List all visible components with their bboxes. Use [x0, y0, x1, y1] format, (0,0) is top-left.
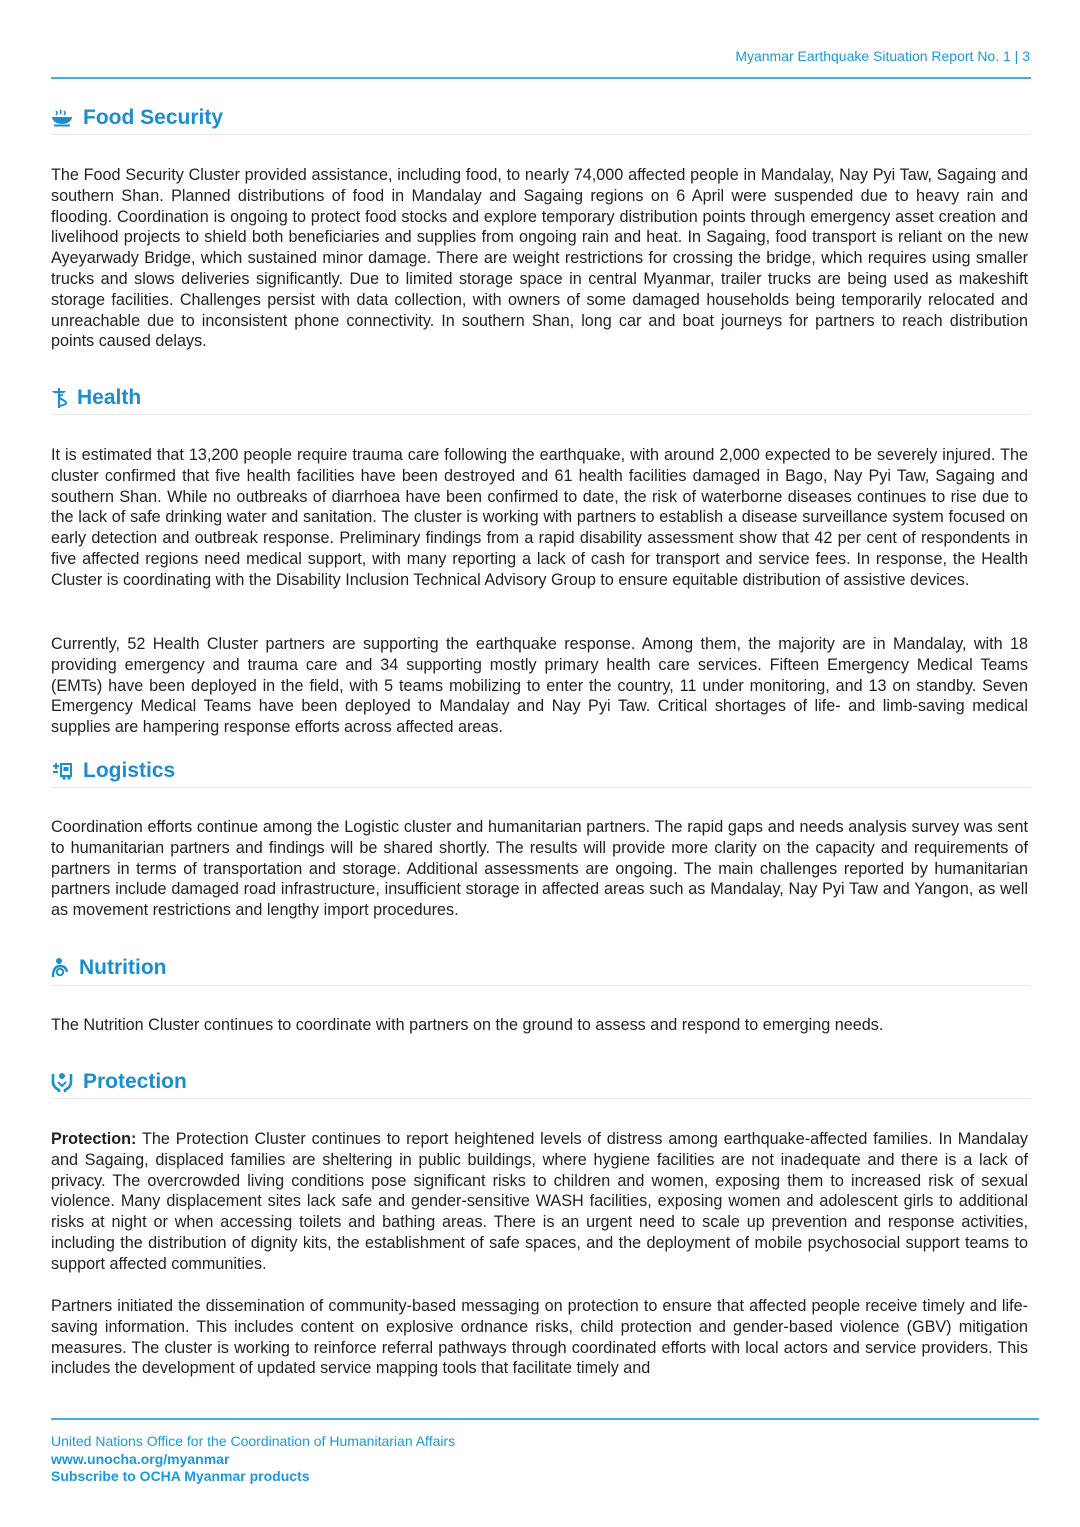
footer-divider [51, 1418, 1039, 1420]
logistics-truck-icon [51, 762, 73, 780]
footer-website-link[interactable]: www.unocha.org/myanmar [51, 1450, 230, 1467]
page-footer [51, 1433, 455, 1486]
section-title-text: Health [77, 386, 142, 409]
section-title-protection [51, 1070, 187, 1094]
protection-paragraph-1 [51, 1129, 1028, 1275]
health-paragraph-2: Currently, 52 Health Cluster partners are supporting the earthquake response. Among them, the majority are in Mandalay, with 18 providing emergency and trauma care and 34 supporting mostly primary health care services. Fifteen Emergency Medical Teams (EMTs) have been deployed in the field, with 5 teams mobilizing to enter the country, 11 under monitoring, and 13 on standby. Seven Emergency Medical Teams have been deployed to Mandalay and Nay Pyi Taw. Critical shortages of life- and limb-saving medical supplies are hampering response efforts across affected areas. [51, 635, 1028, 737]
logistics-paragraph: Coordination efforts continue among the Logistic cluster and humanitarian partners. The rapid gaps and needs analysis survey was sent to humanitarian partners and findings will be shared shortly. The results will provide more clarity on the capacity and requirements of partners in terms of transportation and storage. Additional assessments are ongoing. The main challenges reported by humanitarian partners include damaged road infrastructure, insufficient storage in affected areas such as Mandalay, Nay Pyi Taw and Yangon, as well as movement restrictions and lengthy import procedures. [51, 818, 1028, 920]
protection-hands-icon [51, 1071, 73, 1093]
protection-paragraph-2: Partners initiated the dissemination of community-based messaging on protection to ensure that affected people receive timely and life-saving information. This includes content on explosive ordnance risks, child protection and gender-based violence (GBV) mitigation measures. The cluster is working to reinforce referral pathways through coordinated efforts with local actors and service providers. This includes the development of updated service mapping tools that facilitate timely and [51, 1297, 1028, 1378]
section-title-text: Nutrition [79, 956, 167, 979]
section-title-food-security [51, 106, 223, 130]
header-divider [51, 77, 1031, 79]
section-title-text: Protection [83, 1070, 187, 1093]
footer-subscribe-link[interactable]: Subscribe to OCHA Myanmar products [51, 1468, 310, 1484]
section-divider [51, 134, 1031, 135]
section-divider [51, 985, 1031, 986]
protection-lead-label: Protection: [51, 1130, 137, 1148]
protection-paragraph-1-text: The Protection Cluster continues to report heightened levels of distress among earthquake-affected families. In Mandalay and Sagaing, displaced families are sheltering in public buildings, where hygiene facilities are not inadequate and there is a lack of privacy. The overcrowded living conditions pose significant risks to children and women, exposing them to increased risk of sexual violence. Many displacement sites lack safe and gender-sensitive WASH facilities, exposing women and adolescent girls to additional risks at night or when accessing toilets and bathing areas. There is an urgent need to scale up prevention and response activities, including the distribution of dignity kits, the establishment of safe spaces, and the deployment of mobile psychosocial support teams to support affected communities. [51, 1130, 1028, 1273]
nutrition-mother-child-icon [51, 957, 69, 979]
section-title-logistics [51, 759, 175, 783]
section-title-nutrition [51, 956, 166, 980]
nutrition-paragraph: The Nutrition Cluster continues to coordinate with partners on the ground to assess and respond to emerging needs. [51, 1016, 884, 1034]
health-paragraph-1: It is estimated that 13,200 people require trauma care following the earthquake, with around 2,000 expected to be severely injured. The cluster confirmed that five health facilities have been destroyed and 61 health facilities damaged in Bago, Nay Pyi Taw, Sagaing and southern Shan. While no outbreaks of diarrhoea have been confirmed to date, the risk of waterborne diseases continues to rise due to the lack of safe drinking water and sanitation. The cluster is working with partners to establish a disease surveillance system focused on early detection and outbreak response. Preliminary findings from a rapid disability assessment show that 42 per cent of respondents in five affected regions need medical support, with many reporting a lack of cash for transport and service fees. In response, the Health Cluster is coordinating with the Disability Inclusion Technical Advisory Group to ensure equitable distribution of assistive devices. [51, 446, 1028, 589]
health-caduceus-icon [51, 387, 67, 409]
footer-org-name: United Nations Office for the Coordination of Humanitarian Affairs [51, 1433, 456, 1449]
food-security-paragraph: The Food Security Cluster provided assistance, including food, to nearly 74,000 affected people in Mandalay, Nay Pyi Taw, Sagaing and southern Shan. Planned distributions of food in Mandalay and Sagaing regions on 6 April were suspended due to heavy rain and flooding. Coordination is ongoing to protect food stocks and explore temporary distribution points through emergency asset creation and livelihood projects to shield both beneficiaries and supplies from ongoing rain and heat. In Sagaing, food transport is reliant on the new Ayeyarwady Bridge, which sustained minor damage. There are weight restrictions for crossing the bridge, which requires using smaller trucks and slows deliveries significantly. Due to limited storage space in central Myanmar, trailer trucks are being used as makeshift storage facilities. Challenges persist with data collection, with owners of some damaged households being temporarily relocated and unreachable due to inconsistent phone connectivity. In southern Shan, long car and boat journeys for partners to reach distribution points caused delays. [51, 166, 1028, 351]
section-title-text: Food Security [83, 106, 224, 129]
section-title-text: Logistics [83, 759, 176, 782]
section-divider [51, 787, 1031, 788]
section-divider [51, 1098, 1031, 1099]
section-divider [51, 414, 1031, 415]
report-title: Myanmar Earthquake Situation Report No. 1 | 3 [735, 48, 1030, 64]
food-bowl-icon [51, 109, 73, 127]
section-title-health [51, 386, 141, 410]
